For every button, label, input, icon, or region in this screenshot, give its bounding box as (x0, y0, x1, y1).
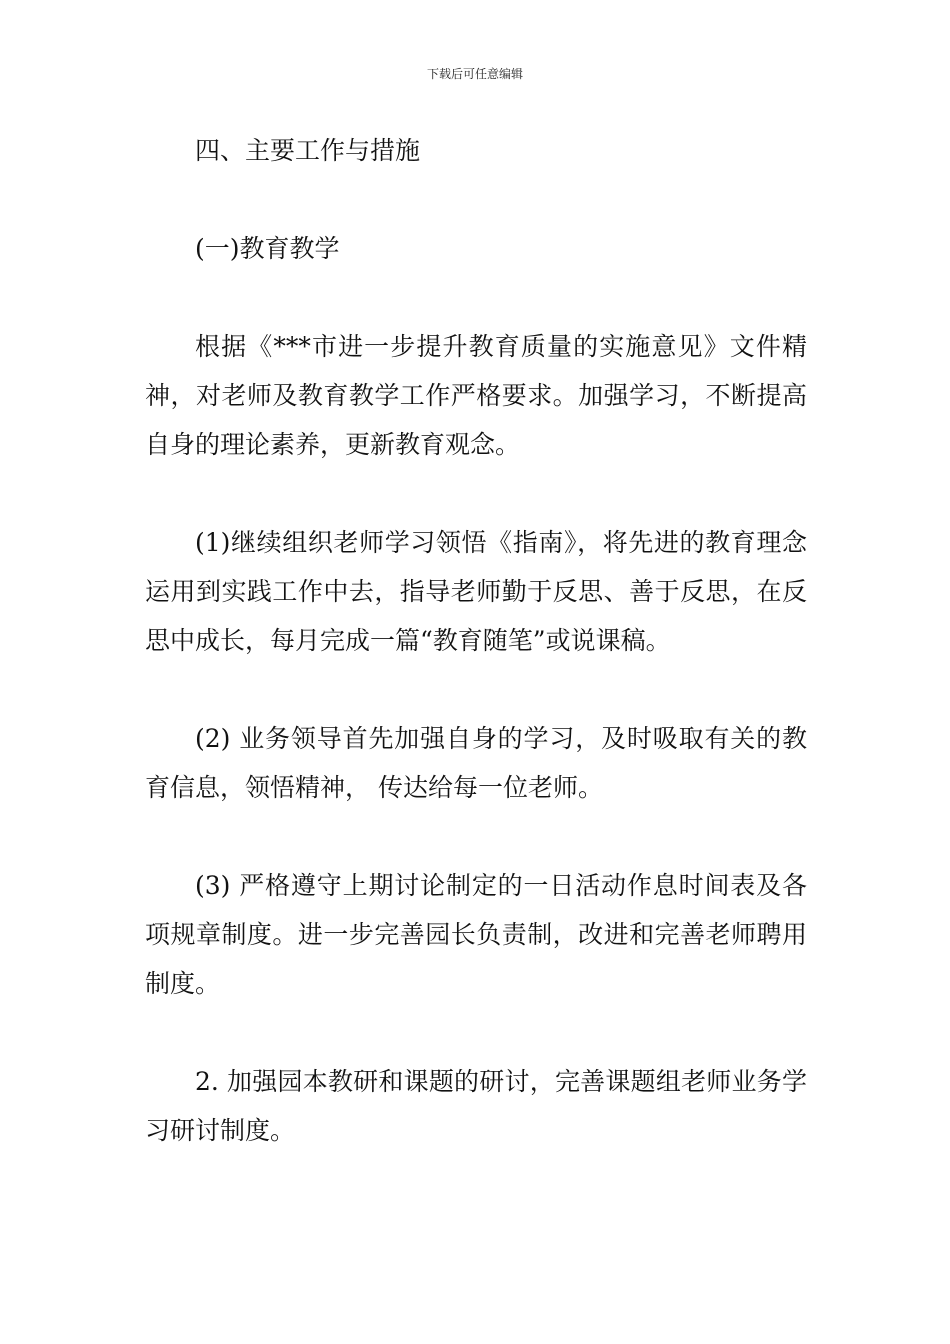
paragraph-guide-study: (1)继续组织老师学习领悟《指南》，将先进的教育理念运用到实践工作中去，指导老师勤于反思、善于反思，在反思中成长，每月完成一篇“教育随笔”或说课稿。 (145, 528, 807, 655)
paragraph-rules-system: (3) 严格遵守上期讨论制定的一日活动作息时间表及各项规章制度。进一步完善园长负责制，改进和完善老师聘用制度。 (145, 871, 807, 998)
paragraph-research-system: 2. 加强园本教研和课题的研讨，完善课题组老师业务学习研讨制度。 (145, 1067, 807, 1145)
subsection-title: (一)教育教学 (195, 234, 340, 263)
section-title: 四、主要工作与措施 (195, 136, 421, 165)
download-editable-note: 下载后可任意编辑 (426, 67, 523, 81)
paragraph-leadership-learning: (2) 业务领导首先加强自身的学习，及时吸取有关的教育信息，领悟精神， 传达给每一位老师。 (145, 724, 807, 802)
document-body (145, 126, 807, 1204)
paragraph-education-quality: 根据《***市进一步提升教育质量的实施意见》文件精神，对老师及教育教学工作严格要求。加强学习，不断提高自身的理论素养，更新教育观念。 (145, 332, 807, 459)
